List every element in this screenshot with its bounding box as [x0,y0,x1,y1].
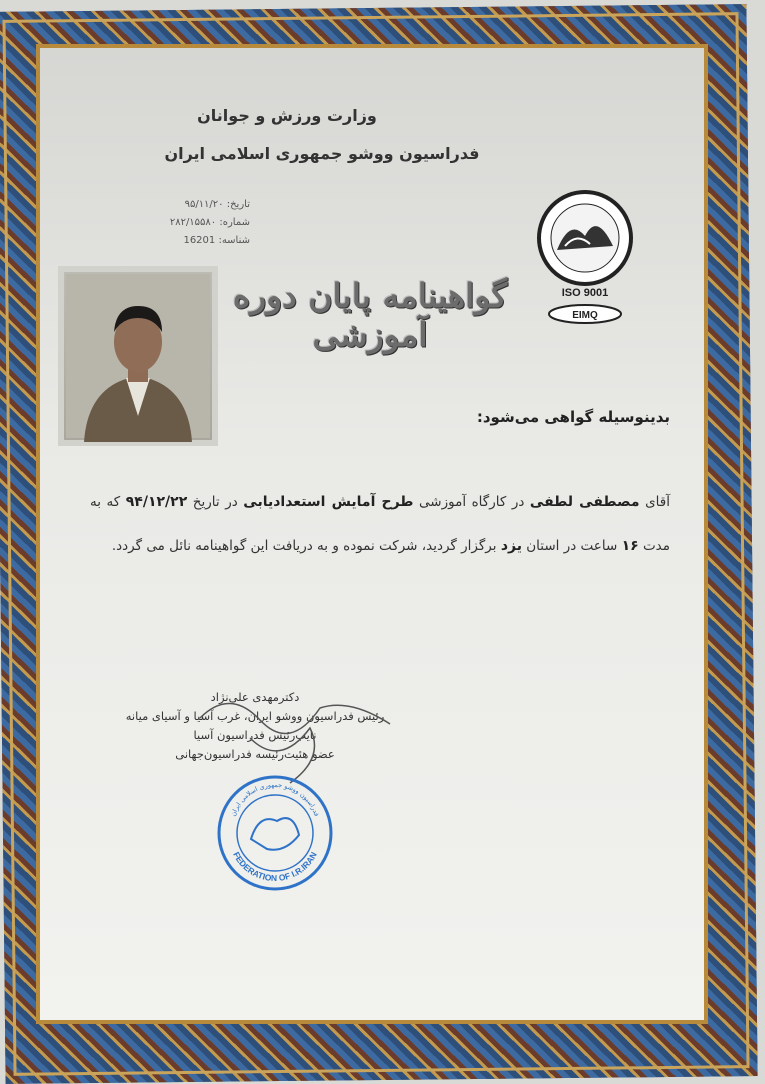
ministry-title: وزارت ورزش و جوانان [197,106,377,125]
eimq-label: EIMQ [572,310,598,321]
course-hours: ۱۶ [621,538,639,554]
portrait-image [58,266,218,446]
workshop-name: طرح آمایش استعدادیابی [243,494,414,510]
handwritten-signature [190,678,420,788]
signer-role-2: نایب‌رئیس فدراسیون آسیا [193,728,317,742]
date-field: تاریخ: ۹۵/۱۱/۲۰ [184,199,250,210]
stamp-text-en: FEDERATION OF I.R.IRAN [231,850,319,884]
province-name: یزد [500,538,522,554]
certificate-title: گواهینامه پایان دوره آموزشی [232,276,508,354]
text-segment: در کارگاه آموزشی [413,494,530,510]
number-field: شماره: ۲۸۲/۱۵۵۸۰ [169,217,250,228]
text-segment: ساعت در استان [521,538,622,554]
text-segment: برگزار گردید، شرکت نموده و به [317,538,501,554]
reference-block [130,196,250,250]
stamp-text-fa: فدراسیون ووشو جمهوری اسلامی ایران [229,780,321,818]
signer-role-3: عضو هئیت‌رئیسه فدراسیون‌جهانی [175,747,335,761]
text-segment: آقای [639,494,670,510]
holder-photo [58,266,218,446]
official-stamp [215,773,335,893]
certificate-page [36,44,708,1024]
certificate-body [90,480,670,568]
signer-role-1: رئیس فدراسیون ووشو ایران، غرب آسیا و آسیای میانه [125,709,385,723]
text-segment: که به مدت [90,494,670,554]
text-segment: در تاریخ [192,494,244,510]
signer-name: دکترمهدی علی‌نژاد [210,690,300,704]
id-field: شناسه: 16201 [183,235,250,246]
federation-title: فدراسیون ووشو جمهوری اسلامی ایران [164,144,480,163]
holder-name: مصطفی لطفی [529,494,640,510]
course-date: ۹۴/۱۲/۲۲ [125,494,188,510]
closing-line: دریافت این گواهینامه نائل می گردد. [111,538,313,554]
iso-label: ISO 9001 [561,287,609,299]
intro-line: بدینوسیله گواهی می‌شود: [476,408,670,426]
